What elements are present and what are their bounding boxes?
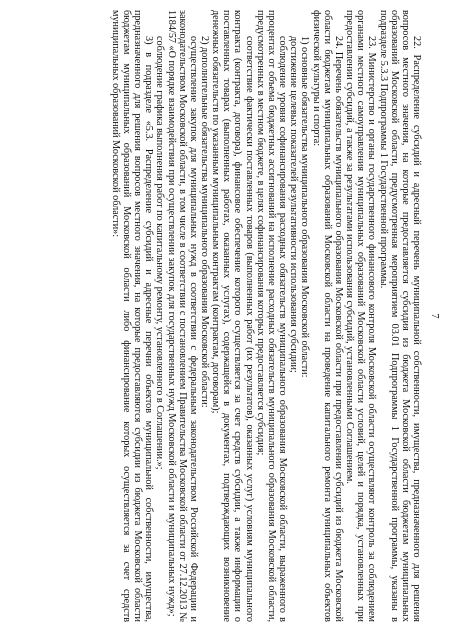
paragraph-22: 22. Распределение субсидий и адресный перечень муниципальной собственности, имущества, предназначенного для решения вопросов местного значения, на которые предоставляется субсидия из бюджета Московской области бюджетам муниципальных образований Московской области, предусмотренная мероприятием 03.01 Подпрограммы 1 Государственной программы, указаны в подразделе 5.3.3 Подпрограммы 1 Государственной программы. [377,10,422,622]
paragraph-subsection-5-3: 3) в подразделе «5.3. Распределение субсидий и адресные перечни объектов муниципальной собственности, имущества, предназначенного для решения вопросов местного значения, на которые предоставляются субсидии из бюджета Московской области бюджетам муниципальных образований Московской области либо финансирование которых осуществляется за счет средств муниципальных образований Московской области»: [109,10,155,622]
rotated-text-block [12,10,440,622]
paragraph-goods-compliance: соответствие фактически поставленных товаров (выполненных работ (их результатов), оказанных услуг) условиям муниципального контракта (контракта, договора), финансовое обеспечение которого осуществляется за счет средств субсидии, а также информации о поставленных товарах (выполненных работах, оказанных услугах), содержащейся в документах, подтверждающих возникновение денежных обязательств по указанным муниципальным контрактам (контрактам, договорам); [210,10,255,622]
paragraph-additional-obligations: 2) дополнительные обязательства муниципального образования Московской области: [199,36,211,408]
paragraph-23: 23. Министерство и органы государственного финансового контроля Московской области осуществляют контроль за соблюдением органами местного самоуправления муниципальных образований Московской области условий, целей и порядка, установленных при предоставлении субсидий, а также за результатами использования субсидий, установленными Соглашением. [344,10,378,622]
paragraph-target-indicators: достижение целевых показателей результативности использования субсидии; [288,36,300,373]
paragraph-schedule: соблюдение графика выполнения работ по капитальному ремонту, установленного в Соглашении.»; [154,36,166,470]
page-number: 7 [429,313,440,319]
document-body [110,10,422,622]
paragraph-procurement: осуществление закупок для муниципальных нужд в соответствии с федеральным законодательством Российской Федерации и законодательством Московской области, в том числе в соответствии с постановлением Правительства Московской области от 27.12.2013 № 1184/57 «О порядке взаимодействия при осуществлении закупок для государственных нужд Московской области и муниципальных нужд»; [165,10,199,622]
paragraph-main-obligations: 1) основные обязательства муниципального образования Московской области: [299,36,311,378]
paragraph-cofinancing: соблюдение уровня софинансирования расходных обязательств муниципального образования Московской области, выраженного в процентах от объема бюджетных ассигнований на исполнение расходных обязательств муниципального образования Московской области, предусмотренных в местном бюджете, в целях софинансирования которых предоставляется субсидия; [254,10,289,622]
paragraph-24: 24. Перечень обязательств муниципального образования Московской области при предоставлении субсидий из бюджета Московской области бюджетам муниципальных образований Московской области на проведение капитального ремонта муниципальных объектов физической культуры и спорта: [310,10,344,622]
